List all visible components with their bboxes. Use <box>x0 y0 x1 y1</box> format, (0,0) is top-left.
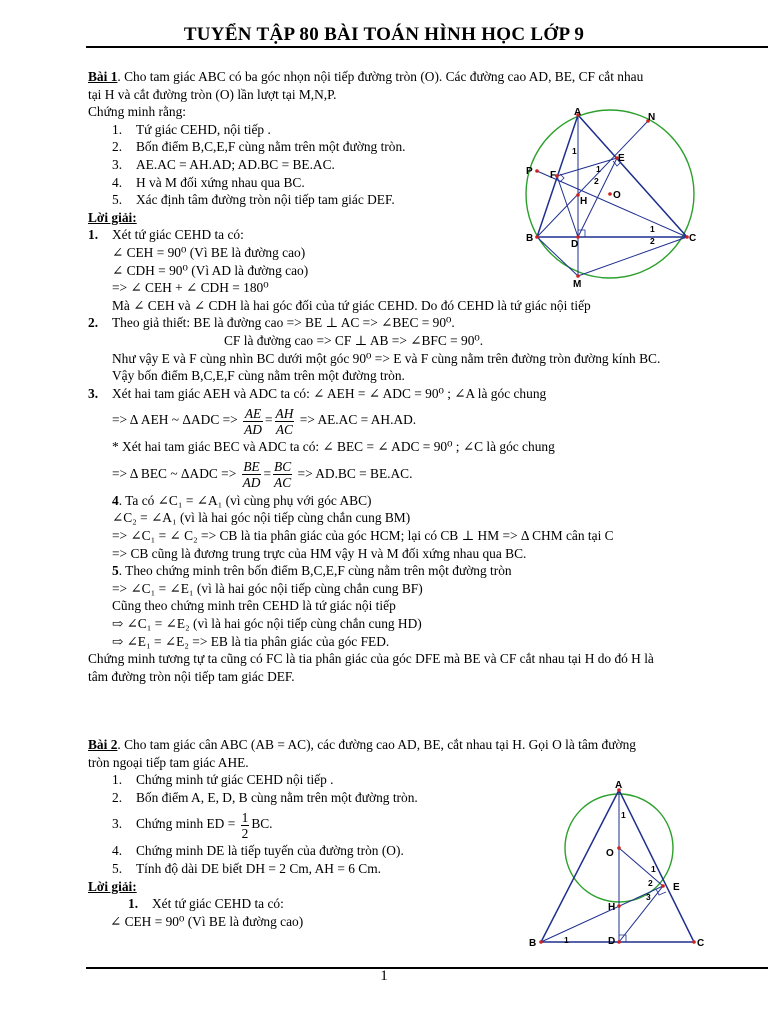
page-title: TUYỂN TẬP 80 BÀI TOÁN HÌNH HỌC LỚP 9 <box>183 24 585 45</box>
angle-label-c1: 1 <box>650 224 655 234</box>
p1-s2-b: CF là đường cao => CF ⊥ AB => ∠BFC = 90⁰. <box>224 332 484 348</box>
p1-s1-b: ∠ CDH = 90⁰ (Vì AD là đường cao) <box>112 262 309 278</box>
label-p: P <box>526 166 533 177</box>
header-rule <box>86 46 768 48</box>
problem-1-label: Bài 1 <box>88 69 118 84</box>
angle-label-a1: 1 <box>621 810 626 820</box>
page-number: 1 <box>380 968 388 984</box>
list-item: 5. Xác định tâm đường tròn nội tiếp tam giác DEF. <box>112 192 395 208</box>
label-f: F <box>550 170 557 181</box>
p2-s1-a: ∠ CEH = 90⁰ (Vì BE là đường cao) <box>110 913 304 929</box>
p1-s5-a: 5. Theo chứng minh trên bốn điểm B,C,E,F cùng nằm trên một đường tròn <box>112 563 512 579</box>
problem-1: Bài 1. Cho tam giác ABC có ba góc nhọn nội tiếp đường tròn (O). Các đường cao AD, BE, CF cắt nhau tại H và cắt đường tròn (O) lần lượt tại M,N,P. Chứng minh rằng: 1. Tứ giác CEHD, nội tiếp . 2. Bốn điểm B,C,E,F cùng nằm trên một đường tròn. 3. AE.AC = AH.AD; AD.BC = BE.AC. 4. H và M đối xứng nhau qua BC. 5. Xác định tâm đường tròn nội tiếp tam giác DEF. Lời giải: 1. Xét tứ giác CEHD ta có: ∠ CEH = 90⁰ (Vì BE là đường cao) ∠ CDH = 90⁰ (Vì AD là đường cao) => ∠ CEH + ∠ CDH = 180⁰ Mà ∠ CEH và ∠ CDH là hai góc đối của tứ giác CEHD. Do đó CEHD là tứ giác nội tiếp 2. Theo giả thiết: BE là đường cao => BE ⊥ AC => ∠BEC = 90⁰. CF là đường cao => CF ⊥ AB => ∠BFC = 90⁰. Như vậy E và F cùng nhìn BC dưới một góc 90⁰ => E và F cùng nằm trên đường tròn đường kính BC. Vậy bốn điểm B,C,E,F cùng nằm trên một đường tròn. 3. Xét hai tam giác AEH và ADC ta có: ∠ AEH = ∠ ADC = 90⁰ ; ∠A là góc chung => Δ AEH ~ ΔADC => $\frac{AE}{AD}$ = $\frac{AH}{AC}$ => AE.AC = AH.AD. * Xét hai tam giác BEC và ADC ta có: ∠ BEC = ∠ ADC = 90⁰ ; ∠C là góc chung => Δ BEC ~ ΔADC => $\frac{BE}{AD}$ = $\frac{BC}{AC}$ => AD.BC = BE.AC. 4. Ta có ∠C₁ = ∠A₁ (vì cùng phụ với góc ABC) ∠C₂ = ∠A₁ (vì là hai góc nội tiếp cùng chắn cung BM) => ∠C₁ = ∠ C₂ => CB là tia phân giác của góc HCM; lại có CB ⊥ HM => Δ CHM cân tại C => CB cũng là đương trung trực của HM vậy H và M đối xứng nhau qua BC. 5. Theo chứng minh trên bốn điểm B,C,E,F cùng nằm trên một đường tròn => ∠C₁ = ∠E₁ (vì là hai góc nội tiếp cùng chắn cung BF) Cũng theo chứng minh trên CEHD là tứ giác nội tiếp ⇨ ∠C₁ = ∠E₂ (vì là hai góc nội tiếp cùng chắn cung HD) ⇨ ∠E₁ = ∠E₂ => EB là tia phân giác của góc FED. Chứng minh tương tự ta cũng có FC là tia phân giác của góc DFE mà BE và CF cắt nhau tại H do đó H là tâm đường tròn nội tiếp tam giác DEF. <box>88 69 661 684</box>
angle-label-e3: 3 <box>646 892 651 902</box>
p1-s4-d: => CB cũng là đương trung trực của HM vậy H và M đối xứng nhau qua BC. <box>112 545 527 561</box>
label-b: B <box>526 233 534 244</box>
p1-stmt-2: tại H và cắt đường tròn (O) lần lượt tại M,N,P. <box>88 86 337 102</box>
angle-label-e2: 2 <box>648 878 653 888</box>
p1-s5-d: ⇨ ∠C₁ = ∠E₂ (vì là hai góc nội tiếp cùng chắn cung HD) <box>112 616 422 632</box>
p1-s4-b: ∠C₂ = ∠A₁ (vì là hai góc nội tiếp cùng chắn cung BM) <box>112 510 411 526</box>
list-item: 2. Bốn điểm A, E, D, B cùng nằm trên một đường tròn. <box>112 789 418 805</box>
figure-1-geometry <box>520 104 710 288</box>
p2-solution-heading: Lời giải: <box>88 878 137 894</box>
label-e: E <box>618 153 625 164</box>
triangle-abc <box>537 115 687 237</box>
p1-s1-head: Xét tứ giác CEHD ta có: <box>112 227 244 243</box>
p1-s3-b: => Δ AEH ~ ΔADC => $\frac{AE}{AD}$ = $\frac{AH}{AC}$ => AE.AC = AH.AD. <box>112 405 417 437</box>
construction-lines <box>537 115 687 276</box>
p1-prove: Chứng minh rằng: <box>88 104 187 120</box>
p1-s1-c: => ∠ CEH + ∠ CDH = 180⁰ <box>112 280 269 296</box>
label-b: B <box>529 938 537 949</box>
angle-label-b1: 1 <box>564 935 569 945</box>
p1-s5-e: ⇨ ∠E₁ = ∠E₂ => EB là tia phân giác của góc FED. <box>112 633 390 649</box>
p1-s3-d: => Δ BEC ~ ΔADC => $\frac{BE}{AD}$ = $\frac{BC}{AC}$ => AD.BC = BE.AC. <box>112 459 413 491</box>
p1-s1-d: Mà ∠ CEH và ∠ CDH là hai góc đối của tứ giác CEHD. Do đó CEHD là tứ giác nội tiếp <box>112 297 591 313</box>
label-o: O <box>613 190 621 201</box>
p2-stmt-2: tròn ngoại tiếp tam giác AHE. <box>88 754 249 770</box>
list-item: 1. Chứng minh tứ giác CEHD nội tiếp . <box>112 772 334 788</box>
p1-solution-heading: Lời giải: <box>88 209 137 225</box>
p2-stmt-1: . Cho tam giác cân ABC (AB = AC), các đường cao AD, BE, cắt nhau tại H. Gọi O là tâm đường <box>117 737 636 752</box>
label-e: E <box>673 882 680 893</box>
p1-s3-c: * Xét hai tam giác BEC và ADC ta có: ∠ BEC = ∠ ADC = 90⁰ ; ∠C là góc chung <box>112 439 555 455</box>
list-item: 1. Tứ giác CEHD, nội tiếp . <box>112 121 271 137</box>
p1-stmt-1: . Cho tam giác ABC có ba góc nhọn nội tiếp đường tròn (O). Các đường cao AD, BE, CF cắt nhau <box>117 69 644 84</box>
label-h: H <box>580 196 588 207</box>
problem-2-label: Bài 2 <box>88 737 118 752</box>
label-n: N <box>648 112 656 123</box>
p1-s5-c: Cũng theo chứng minh trên CEHD là tứ giác nội tiếp <box>112 598 396 614</box>
label-a: A <box>615 780 623 791</box>
p1-s4-c: => ∠C₁ = ∠ C₂ => CB là tia phân giác của góc HCM; lại có CB ⊥ HM => Δ CHM cân tại C <box>112 528 614 544</box>
p1-s5-b: => ∠C₁ = ∠E₁ (vì là hai góc nội tiếp cùng chắn cung BF) <box>112 580 423 596</box>
angle-label-c2: 2 <box>650 236 655 246</box>
list-item: 3. AE.AC = AH.AD; AD.BC = BE.AC. <box>112 156 335 172</box>
points <box>539 788 696 944</box>
construction-lines <box>541 790 663 942</box>
list-item: 4. Chứng minh DE là tiếp tuyến của đường tròn (O). <box>112 843 404 859</box>
angle-label-e2: 2 <box>594 176 599 186</box>
p1-s4-a: 4. Ta có ∠C₁ = ∠A₁ (vì cùng phụ với góc ABC) <box>112 492 372 508</box>
list-item: 2. Bốn điểm B,C,E,F cùng nằm trên một đường tròn. <box>112 139 406 155</box>
label-c: C <box>689 233 697 244</box>
p1-s2-a: Theo giả thiết: BE là đường cao => BE ⊥ AC => ∠BEC = 90⁰. <box>112 315 455 331</box>
angle-label-e1: 1 <box>596 164 601 174</box>
triangle-abc <box>541 790 694 942</box>
p1-s5-g: tâm đường tròn nội tiếp tam giác DEF. <box>88 668 295 684</box>
list-item: 5. Tính độ dài DE biết DH = 2 Cm, AH = 6 Cm. <box>112 860 381 876</box>
p2-s1-head: 1. Xét tứ giác CEHD ta có: <box>128 896 284 912</box>
label-h: H <box>608 902 616 913</box>
p1-s2-c: Như vậy E và F cùng nhìn BC dưới một góc 90⁰ => E và F cùng nằm trên đường tròn đường kính BC. <box>112 350 661 366</box>
label-c: C <box>697 938 705 949</box>
p1-s3-a: Xét hai tam giác AEH và ADC ta có: ∠ AEH = ∠ ADC = 90⁰ ; ∠A là góc chung <box>112 385 547 401</box>
points <box>535 113 689 278</box>
label-a: A <box>574 107 582 118</box>
label-m: M <box>573 279 582 288</box>
list-item: 3. Chứng minh ED = $\frac{1}{2}$ BC. <box>112 809 273 841</box>
label-d: D <box>608 936 616 947</box>
list-item: 4. H và M đối xứng nhau qua BC. <box>112 174 305 190</box>
label-d: D <box>571 239 579 250</box>
label-o: O <box>606 848 614 859</box>
p1-s2-d: Vậy bốn điểm B,C,E,F cùng nằm trên một đường tròn. <box>112 368 405 384</box>
figure-2-geometry <box>526 776 712 950</box>
p1-s1-a: ∠ CEH = 90⁰ (Vì BE là đường cao) <box>112 244 306 260</box>
p1-s5-f: Chứng minh tương tự ta cũng có FC là tia phân giác của góc DFE mà BE và CF cắt nhau tại H do đó H là <box>88 651 654 667</box>
angle-label-a1: 1 <box>572 146 577 156</box>
angle-label-e1: 1 <box>651 864 656 874</box>
